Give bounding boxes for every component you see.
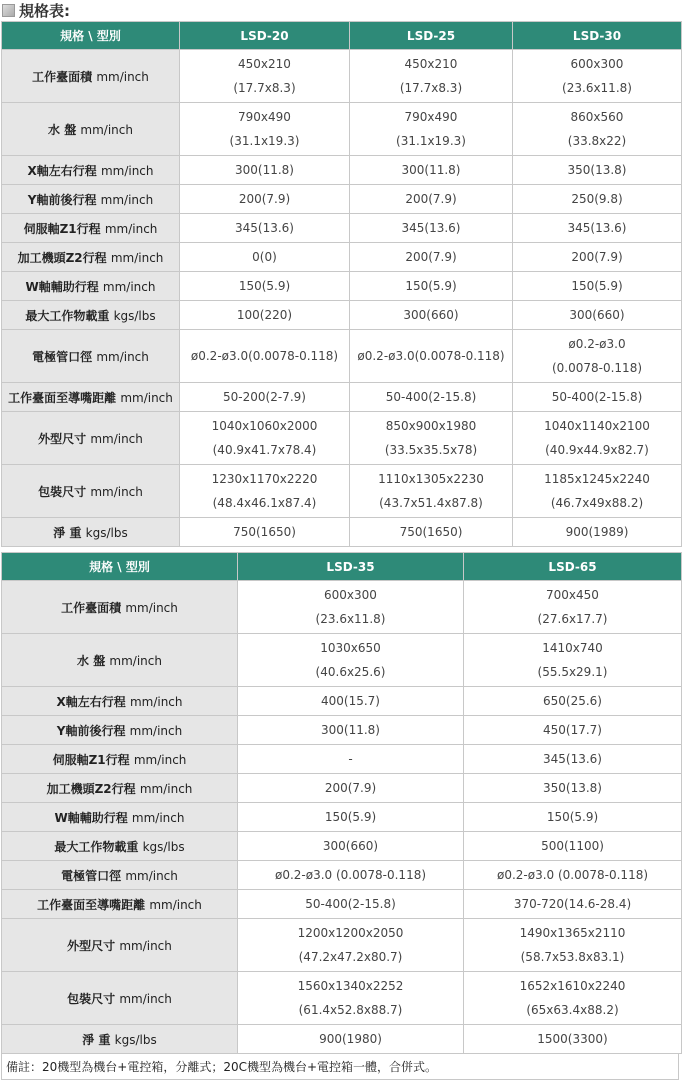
header-model: LSD-25 bbox=[350, 22, 513, 50]
spec-value bbox=[238, 716, 464, 745]
spec-value-line: 790x490 bbox=[238, 110, 291, 124]
spec-value bbox=[350, 214, 513, 243]
spec-row bbox=[2, 861, 682, 890]
page-title bbox=[0, 0, 682, 21]
spec-value-line: 400(15.7) bbox=[321, 694, 380, 708]
spec-label-text: 淨 重 bbox=[82, 1032, 111, 1047]
header-row bbox=[2, 22, 682, 50]
spec-value bbox=[464, 803, 682, 832]
spec-value-line: 900(1989) bbox=[565, 525, 629, 539]
spec-unit: mm/inch bbox=[90, 484, 143, 499]
spec-value-line: 150(5.9) bbox=[405, 279, 457, 293]
spec-label-text: 工作臺面至導嘴距離 bbox=[37, 897, 146, 912]
spec-value bbox=[513, 50, 682, 103]
spec-unit: mm/inch bbox=[120, 390, 173, 405]
spec-label bbox=[2, 383, 180, 412]
spec-value bbox=[513, 272, 682, 301]
spec-row bbox=[2, 465, 682, 518]
spec-value-line: 0(0) bbox=[252, 250, 277, 264]
spec-value-line: 345(13.6) bbox=[401, 221, 461, 235]
footnote: 備註：20機型為機台+電控箱，分離式；20C機型為機台+電控箱一體，合併式。 bbox=[1, 1054, 679, 1080]
spec-label bbox=[2, 634, 238, 687]
spec-row bbox=[2, 832, 682, 861]
spec-value-line: 500(1100) bbox=[541, 839, 604, 853]
spec-value-line: 600x300 bbox=[570, 57, 624, 71]
spec-value bbox=[238, 890, 464, 919]
spec-value-line: (47.2x47.2x80.7) bbox=[298, 950, 403, 964]
spec-label-text: 最大工作物載重 bbox=[54, 839, 139, 854]
spec-value-line: 50-200(2-7.9) bbox=[223, 390, 306, 404]
spec-label bbox=[2, 581, 238, 634]
spec-value-line: 1652x1610x2240 bbox=[519, 979, 626, 993]
spec-row bbox=[2, 745, 682, 774]
spec-row bbox=[2, 803, 682, 832]
spec-row bbox=[2, 103, 682, 156]
spec-value bbox=[350, 272, 513, 301]
spec-value bbox=[350, 103, 513, 156]
spec-value bbox=[238, 1025, 464, 1054]
spec-unit: kgs/lbs bbox=[113, 308, 156, 323]
spec-value bbox=[350, 50, 513, 103]
spec-row bbox=[2, 50, 682, 103]
spec-value-line: 345(13.6) bbox=[235, 221, 294, 235]
header-row bbox=[2, 553, 682, 581]
spec-label-text: 工作臺面積 bbox=[61, 600, 122, 615]
spec-row bbox=[2, 185, 682, 214]
spec-value bbox=[180, 272, 350, 301]
spec-label-text: W軸輔助行程 bbox=[54, 810, 128, 825]
spec-value bbox=[350, 518, 513, 547]
spec-value bbox=[180, 214, 350, 243]
spec-label bbox=[2, 716, 238, 745]
spec-value-line: 1500(3300) bbox=[537, 1032, 608, 1046]
spec-unit: mm/inch bbox=[96, 349, 149, 364]
spec-value bbox=[180, 156, 350, 185]
spec-value bbox=[464, 634, 682, 687]
spec-value bbox=[513, 330, 682, 383]
spec-label-text: 包裝尺寸 bbox=[67, 991, 116, 1006]
spec-value-line: 150(5.9) bbox=[324, 810, 377, 824]
spec-unit: kgs/lbs bbox=[114, 1032, 157, 1047]
spec-unit: mm/inch bbox=[104, 221, 158, 236]
spec-value-line: 1230x1170x2220 bbox=[211, 472, 318, 486]
spec-value bbox=[513, 301, 682, 330]
spec-label-text: 加工機頭Z2行程 bbox=[46, 781, 136, 796]
spec-label-text: 外型尺寸 bbox=[67, 938, 116, 953]
spec-value-line: 450(17.7) bbox=[543, 723, 602, 737]
spec-label-text: 伺服軸Z1行程 bbox=[23, 221, 101, 236]
spec-value-line: (40.9x44.9x82.7) bbox=[545, 443, 649, 457]
spec-value bbox=[464, 919, 682, 972]
spec-value-line: 1410x740 bbox=[542, 641, 603, 655]
spec-row bbox=[2, 716, 682, 745]
spec-label bbox=[2, 185, 180, 214]
spec-table-lsd-35-65 bbox=[1, 552, 682, 1054]
spec-value bbox=[238, 919, 464, 972]
spec-value bbox=[513, 518, 682, 547]
spec-unit: mm/inch bbox=[102, 279, 156, 294]
spec-value-line: 50-400(2-15.8) bbox=[551, 390, 643, 404]
header-spec-model: 規格 \ 型別 bbox=[2, 553, 238, 581]
spec-row bbox=[2, 890, 682, 919]
spec-row bbox=[2, 972, 682, 1025]
spec-value-line: 200(7.9) bbox=[238, 192, 291, 206]
spec-label-text: X軸左右行程 bbox=[56, 694, 126, 709]
spec-value-line: (31.1x19.3) bbox=[229, 134, 300, 148]
spec-label bbox=[2, 465, 180, 518]
spec-value bbox=[513, 465, 682, 518]
spec-unit: mm/inch bbox=[149, 897, 202, 912]
spec-value-line: 1185x1245x2240 bbox=[544, 472, 650, 486]
spec-unit: mm/inch bbox=[100, 192, 154, 207]
spec-value-line: (33.5x35.5x78) bbox=[384, 443, 478, 457]
spec-unit: mm/inch bbox=[109, 653, 162, 668]
spec-row bbox=[2, 214, 682, 243]
spec-label-text: 外型尺寸 bbox=[38, 431, 87, 446]
spec-value-line: 1200x1200x2050 bbox=[297, 926, 404, 940]
spec-label bbox=[2, 103, 180, 156]
spec-value-line: ø0.2-ø3.0 (0.0078-0.118) bbox=[496, 868, 649, 882]
spec-value-line: (48.4x46.1x87.4) bbox=[212, 496, 317, 510]
spec-value-line: - bbox=[348, 752, 353, 766]
spec-label-text: 最大工作物載重 bbox=[25, 308, 110, 323]
spec-unit: mm/inch bbox=[110, 250, 164, 265]
spec-value bbox=[513, 243, 682, 272]
spec-row bbox=[2, 412, 682, 465]
spec-value bbox=[513, 103, 682, 156]
spec-value bbox=[238, 803, 464, 832]
spec-value bbox=[513, 383, 682, 412]
header-model: LSD-35 bbox=[238, 553, 464, 581]
header-model: LSD-30 bbox=[513, 22, 682, 50]
spec-value bbox=[350, 185, 513, 214]
spec-label bbox=[2, 412, 180, 465]
spec-value-line: (58.7x53.8x83.1) bbox=[520, 950, 625, 964]
spec-value bbox=[238, 774, 464, 803]
spec-label-text: 工作臺面積 bbox=[32, 69, 93, 84]
spec-value-line: 150(5.9) bbox=[546, 810, 599, 824]
spec-row bbox=[2, 383, 682, 412]
spec-unit: mm/inch bbox=[129, 694, 183, 709]
spec-value-line: 450x210 bbox=[404, 57, 458, 71]
spec-value bbox=[180, 50, 350, 103]
spec-value-line: (17.7x8.3) bbox=[233, 81, 296, 95]
spec-value-line: ø0.2-ø3.0 bbox=[568, 337, 626, 351]
spec-unit: mm/inch bbox=[131, 810, 185, 825]
spec-value bbox=[238, 634, 464, 687]
spec-value-line: 345(13.6) bbox=[543, 752, 602, 766]
spec-label bbox=[2, 243, 180, 272]
spec-unit: mm/inch bbox=[100, 163, 154, 178]
spec-value-line: (27.6x17.7) bbox=[537, 612, 608, 626]
spec-value-line: 650(25.6) bbox=[543, 694, 602, 708]
spec-value-line: 150(5.9) bbox=[238, 279, 291, 293]
spec-row bbox=[2, 581, 682, 634]
spec-label bbox=[2, 972, 238, 1025]
spec-value bbox=[464, 972, 682, 1025]
spec-row bbox=[2, 634, 682, 687]
spec-row bbox=[2, 1025, 682, 1054]
spec-label bbox=[2, 50, 180, 103]
spec-value-line: 200(7.9) bbox=[405, 192, 457, 206]
spec-value-line: 370-720(14.6-28.4) bbox=[513, 897, 632, 911]
spec-value-line: 1030x650 bbox=[320, 641, 381, 655]
spec-label bbox=[2, 301, 180, 330]
spec-value-line: 1040x1140x2100 bbox=[544, 419, 650, 433]
spec-value-line: ø0.2-ø3.0 (0.0078-0.118) bbox=[274, 868, 427, 882]
spec-unit: mm/inch bbox=[96, 69, 149, 84]
spec-label-text: 伺服軸Z1行程 bbox=[52, 752, 130, 767]
spec-value bbox=[238, 832, 464, 861]
spec-value bbox=[180, 103, 350, 156]
spec-value bbox=[350, 156, 513, 185]
spec-label-text: 包裝尺寸 bbox=[38, 484, 87, 499]
spec-value-line: (65x63.4x88.2) bbox=[526, 1003, 619, 1017]
spec-value-line: 300(660) bbox=[322, 839, 379, 853]
spec-value bbox=[464, 832, 682, 861]
spec-value-line: 50-400(2-15.8) bbox=[305, 897, 396, 911]
header-model: LSD-65 bbox=[464, 553, 682, 581]
spec-row bbox=[2, 518, 682, 547]
spec-label bbox=[2, 803, 238, 832]
spec-unit: mm/inch bbox=[125, 600, 178, 615]
spec-label bbox=[2, 156, 180, 185]
spec-label bbox=[2, 1025, 238, 1054]
spec-value bbox=[513, 412, 682, 465]
spec-value-line: 350(13.8) bbox=[567, 163, 627, 177]
spec-value-line: 300(11.8) bbox=[321, 723, 380, 737]
spec-value bbox=[464, 745, 682, 774]
spec-value bbox=[180, 330, 350, 383]
spec-value-line: (23.6x11.8) bbox=[562, 81, 632, 95]
spec-value bbox=[350, 412, 513, 465]
spec-label bbox=[2, 774, 238, 803]
spec-unit: mm/inch bbox=[139, 781, 193, 796]
spec-row bbox=[2, 301, 682, 330]
spec-value bbox=[464, 687, 682, 716]
spec-label bbox=[2, 687, 238, 716]
spec-label-text: X軸左右行程 bbox=[27, 163, 97, 178]
spec-label-text: 水 盤 bbox=[77, 653, 106, 668]
spec-value bbox=[513, 214, 682, 243]
spec-value bbox=[464, 1025, 682, 1054]
page-title-text: 規格表: bbox=[19, 2, 70, 20]
spec-value bbox=[464, 716, 682, 745]
spec-value-line: (33.8x22) bbox=[567, 134, 627, 148]
spec-label-text: Y軸前後行程 bbox=[27, 192, 97, 207]
spec-value-line: 700x450 bbox=[546, 588, 599, 602]
spec-value bbox=[350, 301, 513, 330]
spec-label bbox=[2, 832, 238, 861]
spec-value-line: (46.7x49x88.2) bbox=[550, 496, 644, 510]
spec-table-lsd-20-25-30 bbox=[1, 21, 682, 547]
spec-value bbox=[238, 687, 464, 716]
spec-value-line: (43.7x51.4x87.8) bbox=[379, 496, 483, 510]
spec-label bbox=[2, 518, 180, 547]
spec-value bbox=[238, 581, 464, 634]
spec-value-line: 200(7.9) bbox=[571, 250, 623, 264]
spec-value bbox=[180, 412, 350, 465]
spec-value-line: 200(7.9) bbox=[324, 781, 377, 795]
spec-unit: mm/inch bbox=[133, 752, 187, 767]
spec-value bbox=[180, 243, 350, 272]
spec-value bbox=[180, 465, 350, 518]
spec-value-line: 1110x1305x2230 bbox=[378, 472, 484, 486]
spec-value bbox=[180, 383, 350, 412]
spec-value-line: 860x560 bbox=[570, 110, 624, 124]
spec-value-line: 150(5.9) bbox=[571, 279, 623, 293]
spec-value bbox=[180, 185, 350, 214]
spec-row bbox=[2, 919, 682, 972]
spec-value bbox=[513, 156, 682, 185]
spec-value-line: 850x900x1980 bbox=[385, 419, 477, 433]
spec-label-text: 加工機頭Z2行程 bbox=[17, 250, 107, 265]
spec-label-text: 電極管口徑 bbox=[61, 868, 122, 883]
spec-label bbox=[2, 919, 238, 972]
spec-label bbox=[2, 214, 180, 243]
spec-label-text: 淨 重 bbox=[53, 525, 82, 540]
spec-value-line: ø0.2-ø3.0(0.0078-0.118) bbox=[190, 349, 339, 363]
spec-value-line: 300(660) bbox=[403, 308, 459, 322]
spec-value-line: 50-400(2-15.8) bbox=[385, 390, 477, 404]
header-model: LSD-20 bbox=[180, 22, 350, 50]
spec-value bbox=[464, 774, 682, 803]
spec-value bbox=[350, 383, 513, 412]
spec-label bbox=[2, 890, 238, 919]
spec-value bbox=[238, 972, 464, 1025]
spec-value bbox=[513, 185, 682, 214]
spec-value bbox=[464, 861, 682, 890]
spec-label-text: 水 盤 bbox=[48, 122, 77, 137]
spec-unit: mm/inch bbox=[80, 122, 133, 137]
spec-value-line: 300(660) bbox=[569, 308, 625, 322]
spec-value-line: (40.9x41.7x78.4) bbox=[212, 443, 317, 457]
spec-value-line: 750(1650) bbox=[399, 525, 463, 539]
spec-value-line: ø0.2-ø3.0(0.0078-0.118) bbox=[357, 349, 505, 363]
spec-value-line: (17.7x8.3) bbox=[399, 81, 463, 95]
spec-label-text: 工作臺面至導嘴距離 bbox=[8, 390, 117, 405]
spec-value-line: 1040x1060x2000 bbox=[211, 419, 318, 433]
square-bullet-icon bbox=[2, 4, 15, 17]
spec-value bbox=[238, 745, 464, 774]
spec-value-line: (23.6x11.8) bbox=[315, 612, 386, 626]
spec-value bbox=[238, 861, 464, 890]
spec-value-line: (40.6x25.6) bbox=[315, 665, 386, 679]
spec-row bbox=[2, 243, 682, 272]
spec-value-line: 790x490 bbox=[404, 110, 458, 124]
spec-label bbox=[2, 330, 180, 383]
spec-value-line: 1560x1340x2252 bbox=[297, 979, 404, 993]
spec-value-line: 200(7.9) bbox=[405, 250, 457, 264]
spec-value-line: 450x210 bbox=[238, 57, 291, 71]
spec-value bbox=[464, 890, 682, 919]
spec-value-line: 600x300 bbox=[324, 588, 377, 602]
spec-label bbox=[2, 861, 238, 890]
header-spec-model: 規格 \ 型別 bbox=[2, 22, 180, 50]
spec-value-line: 250(9.8) bbox=[571, 192, 623, 206]
spec-row bbox=[2, 330, 682, 383]
spec-value-line: 300(11.8) bbox=[401, 163, 461, 177]
spec-unit: mm/inch bbox=[119, 938, 172, 953]
spec-value-line: 100(220) bbox=[236, 308, 293, 322]
spec-unit: mm/inch bbox=[129, 723, 183, 738]
spec-unit: mm/inch bbox=[125, 868, 178, 883]
spec-unit: kgs/lbs bbox=[85, 525, 128, 540]
spec-value-line: 345(13.6) bbox=[567, 221, 627, 235]
spec-label-text: W軸輔助行程 bbox=[25, 279, 99, 294]
spec-row bbox=[2, 156, 682, 185]
spec-value-line: 750(1650) bbox=[233, 525, 296, 539]
spec-row bbox=[2, 272, 682, 301]
spec-row bbox=[2, 774, 682, 803]
spec-value bbox=[464, 581, 682, 634]
spec-value bbox=[350, 243, 513, 272]
spec-value-line: 900(1980) bbox=[319, 1032, 382, 1046]
spec-unit: mm/inch bbox=[119, 991, 172, 1006]
spec-value bbox=[180, 518, 350, 547]
spec-value-line: (0.0078-0.118) bbox=[551, 361, 643, 375]
spec-label-text: 電極管口徑 bbox=[32, 349, 93, 364]
spec-label bbox=[2, 745, 238, 774]
spec-value bbox=[350, 330, 513, 383]
spec-label bbox=[2, 272, 180, 301]
spec-value-line: 350(13.8) bbox=[543, 781, 602, 795]
spec-value bbox=[180, 301, 350, 330]
spec-label-text: Y軸前後行程 bbox=[56, 723, 126, 738]
spec-value-line: 1490x1365x2110 bbox=[519, 926, 626, 940]
spec-row bbox=[2, 687, 682, 716]
spec-value bbox=[350, 465, 513, 518]
spec-value-line: (31.1x19.3) bbox=[396, 134, 466, 148]
spec-unit: kgs/lbs bbox=[142, 839, 185, 854]
spec-value-line: (61.4x52.8x88.7) bbox=[298, 1003, 403, 1017]
spec-unit: mm/inch bbox=[90, 431, 143, 446]
spec-value-line: 300(11.8) bbox=[235, 163, 294, 177]
spec-value-line: (55.5x29.1) bbox=[537, 665, 608, 679]
